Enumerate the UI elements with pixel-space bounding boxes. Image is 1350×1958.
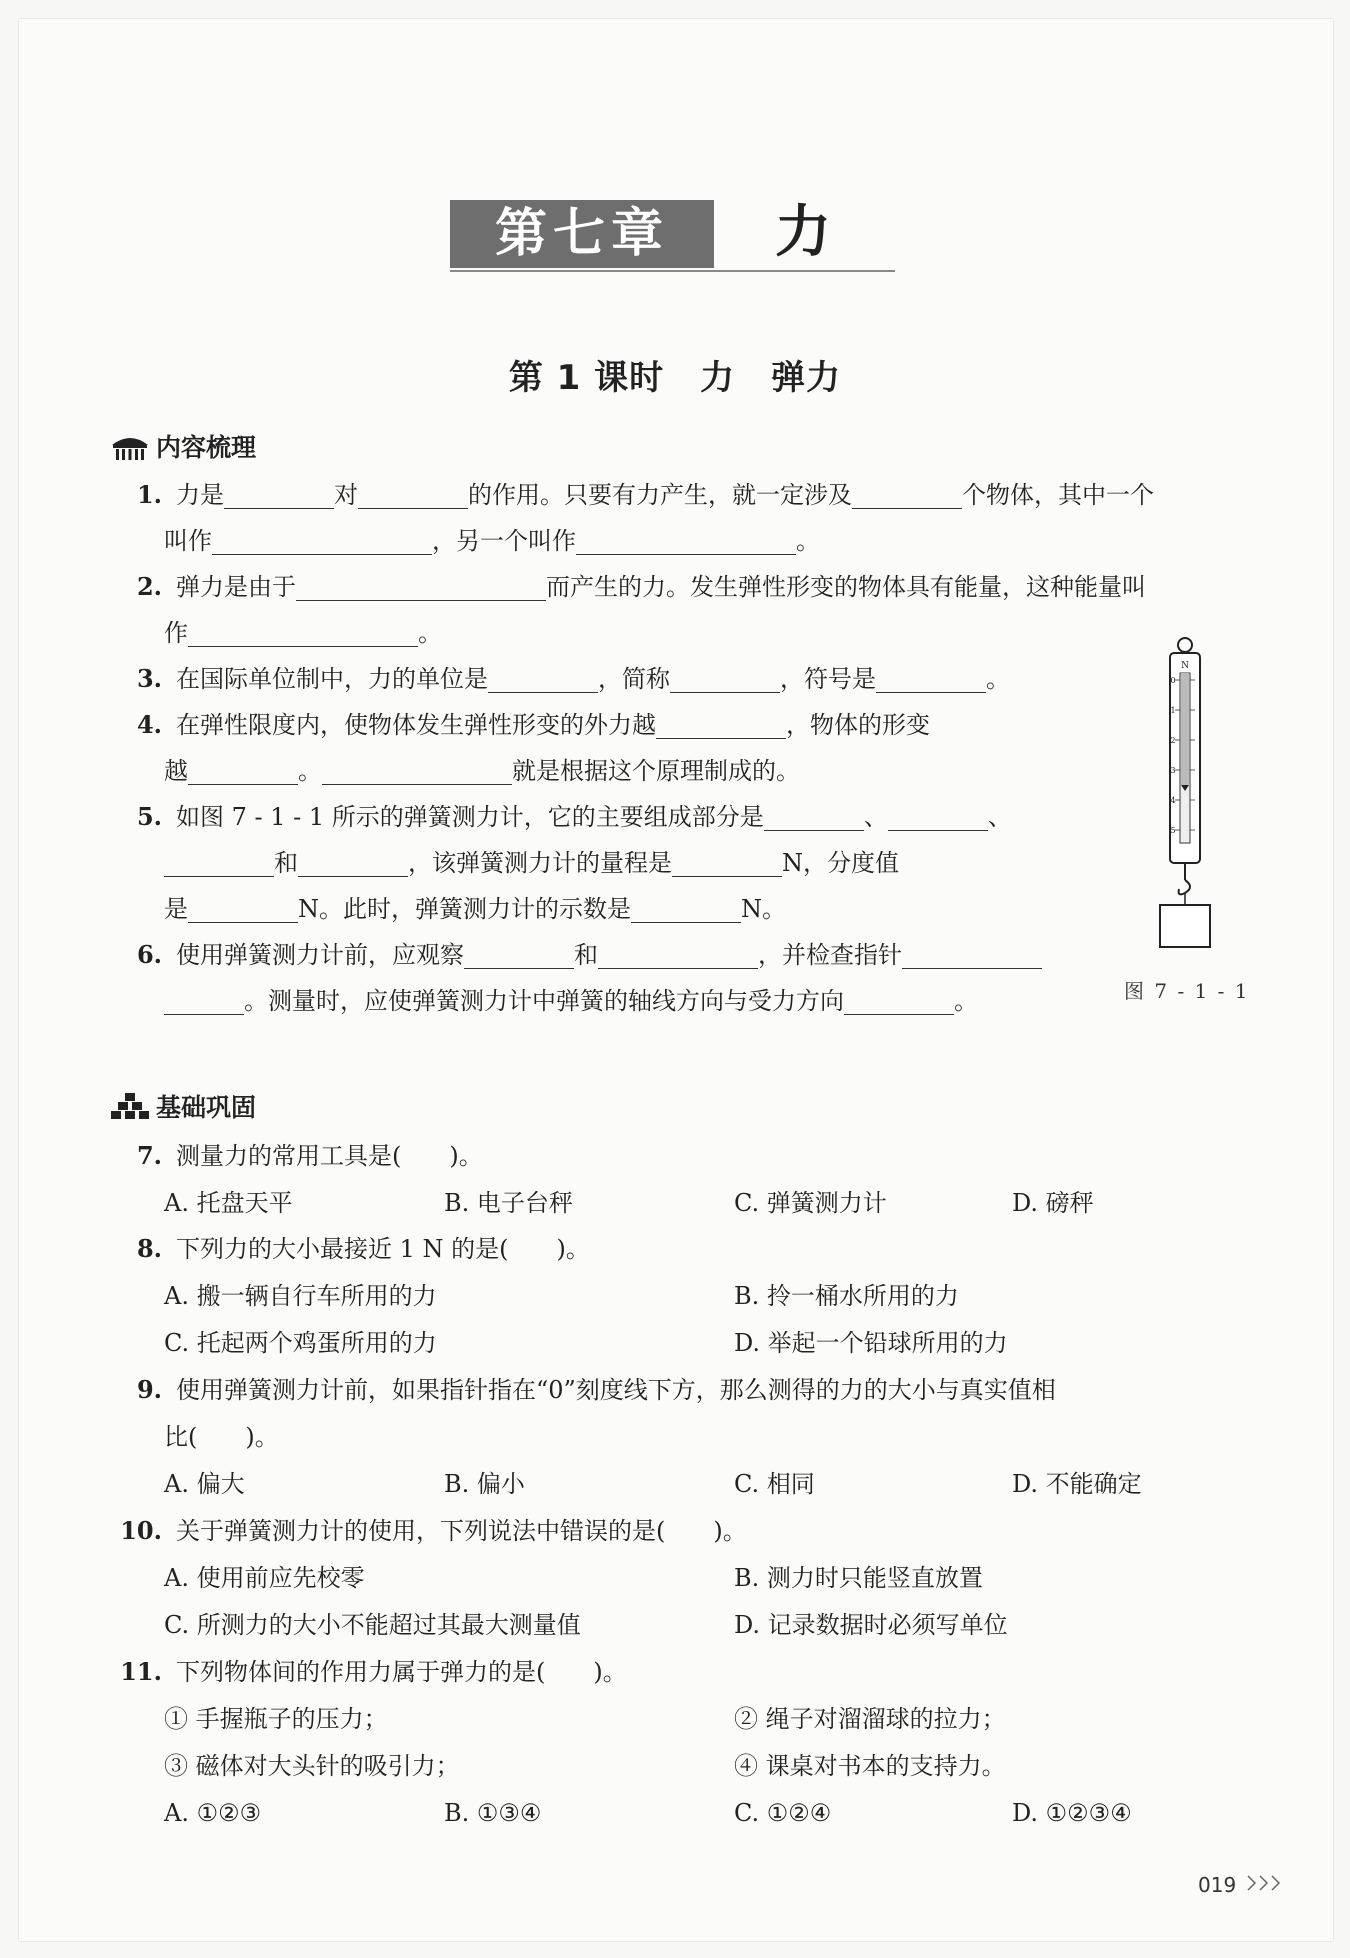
statement-item: ③ 磁体对大头针的吸引力； bbox=[164, 1752, 460, 1780]
lesson-part3: 弹力 bbox=[771, 358, 842, 398]
spring-scale-figure bbox=[1150, 635, 1220, 955]
question-4: 4. 在弹性限度内，使物体发生弹性形变的外力越 ，物体的形变 bbox=[136, 710, 930, 739]
answer-blank[interactable] bbox=[902, 938, 1042, 969]
scale-tick-4: 4 bbox=[1170, 796, 1176, 805]
option-a[interactable]: A. 偏大 bbox=[164, 1470, 245, 1498]
option-c[interactable]: C. 所测力的大小不能超过其最大测量值 bbox=[164, 1611, 581, 1639]
answer-blank[interactable] bbox=[844, 984, 954, 1015]
answer-blank[interactable] bbox=[672, 846, 782, 877]
scale-tick-0: 0 bbox=[1170, 676, 1176, 685]
option-a[interactable]: A. 使用前应先校零 bbox=[164, 1564, 365, 1592]
answer-blank[interactable] bbox=[598, 938, 758, 969]
answer-blank[interactable] bbox=[576, 524, 796, 555]
chapter-label: 第七章 bbox=[450, 200, 714, 268]
option-c[interactable]: C. 托起两个鸡蛋所用的力 bbox=[164, 1329, 437, 1357]
answer-blank[interactable] bbox=[464, 938, 574, 969]
question-6: 6. 使用弹簧测力计前，应观察 和 ，并检查指针 bbox=[110, 932, 1240, 978]
option-d[interactable]: D. 磅秤 bbox=[1012, 1189, 1094, 1217]
lesson-part1: 第 1 课时 bbox=[508, 358, 665, 398]
answer-blank[interactable] bbox=[656, 708, 786, 739]
answer-blank[interactable] bbox=[188, 892, 298, 923]
option-c[interactable]: C. 弹簧测力计 bbox=[734, 1189, 887, 1217]
answer-blank[interactable] bbox=[164, 846, 274, 877]
option-a[interactable]: A. 搬一辆自行车所用的力 bbox=[164, 1282, 437, 1310]
question-7: 7. 测量力的常用工具是( )。 bbox=[136, 1141, 483, 1170]
question-1-cont: 叫作 ，另一个叫作 。 bbox=[164, 518, 820, 564]
option-a[interactable]: A. ①②③ bbox=[164, 1799, 262, 1827]
option-b[interactable]: B. 偏小 bbox=[444, 1470, 525, 1498]
scale-unit-label: N bbox=[1181, 661, 1189, 671]
answer-blank[interactable] bbox=[358, 478, 468, 509]
question-9: 9. 使用弹簧测力计前，如果指针指在“0”刻度线下方，那么测得的力的大小与真实值相 bbox=[136, 1375, 1056, 1404]
answer-blank[interactable] bbox=[852, 478, 962, 509]
answer-blank[interactable] bbox=[188, 754, 298, 785]
question-5-cont1: 和 ，该弹簧测力计的量程是 N，分度值 bbox=[164, 840, 899, 886]
answer-blank[interactable] bbox=[670, 662, 780, 693]
answer-blank[interactable] bbox=[164, 984, 244, 1015]
page-number: 019 bbox=[1198, 1873, 1237, 1897]
figure-caption: 图 7 - 1 - 1 bbox=[1124, 979, 1250, 1003]
question-11: 11. 下列物体间的作用力属于弹力的是( )。 bbox=[120, 1657, 627, 1686]
option-c[interactable]: C. 相同 bbox=[734, 1470, 815, 1498]
chapter-header bbox=[450, 200, 895, 272]
scale-tick-5: 5 bbox=[1170, 826, 1176, 835]
option-d[interactable]: D. 举起一个铅球所用的力 bbox=[734, 1329, 1008, 1357]
option-b[interactable]: B. ①③④ bbox=[444, 1799, 542, 1827]
section-basic-label: 基础巩固 bbox=[156, 1093, 257, 1122]
question-5-cont2: 是 N。此时，弹簧测力计的示数是 N。 bbox=[164, 886, 786, 932]
scale-tick-1: 1 bbox=[1170, 706, 1176, 715]
lesson-part2: 力 bbox=[700, 358, 736, 398]
statement-item: ④ 课桌对书本的支持力。 bbox=[734, 1752, 1006, 1780]
lesson-title bbox=[0, 350, 1350, 399]
option-b[interactable]: B. 拎一桶水所用的力 bbox=[734, 1282, 959, 1310]
question-5: 5. 如图 7 - 1 - 1 所示的弹簧测力计，它的主要组成部分是 、 、 bbox=[136, 802, 1012, 831]
answer-blank[interactable] bbox=[764, 800, 864, 831]
question-6-cont: 。测量时，应使弹簧测力计中弹簧的轴线方向与受力方向 。 bbox=[164, 978, 978, 1024]
answer-blank[interactable] bbox=[888, 800, 988, 831]
answer-blank[interactable] bbox=[296, 570, 546, 601]
question-9-cont: 比( )。 bbox=[164, 1423, 279, 1451]
question-8: 8. 下列力的大小最接近 1 N 的是( )。 bbox=[136, 1234, 590, 1263]
answer-blank[interactable] bbox=[488, 662, 598, 693]
option-d[interactable]: D. 记录数据时必须写单位 bbox=[734, 1611, 1008, 1639]
answer-blank[interactable] bbox=[631, 892, 741, 923]
option-d[interactable]: D. ①②③④ bbox=[1012, 1799, 1132, 1827]
section-content-label: 内容梳理 bbox=[156, 433, 257, 462]
scale-tick-2: 2 bbox=[1170, 736, 1176, 745]
section-basic-heading bbox=[110, 1088, 256, 1124]
option-d[interactable]: D. 不能确定 bbox=[1012, 1470, 1142, 1498]
scale-tick-3: 3 bbox=[1170, 766, 1176, 775]
question-3: 3. 在国际单位制中，力的单位是 ，简称 ，符号是 。 bbox=[136, 664, 1010, 693]
section-content-heading bbox=[110, 428, 256, 464]
answer-blank[interactable] bbox=[224, 478, 334, 509]
chevrons-right-icon bbox=[1245, 1873, 1285, 1893]
question-4-cont: 越 。 就是根据这个原理制成的。 bbox=[164, 748, 800, 794]
option-b[interactable]: B. 测力时只能竖直放置 bbox=[734, 1564, 983, 1592]
option-c[interactable]: C. ①②④ bbox=[734, 1799, 832, 1827]
question-10: 10. 关于弹簧测力计的使用，下列说法中错误的是( )。 bbox=[120, 1516, 747, 1545]
question-2: 2. 弹力是由于 而产生的力。发生弹性形变的物体具有能量，这种能量叫 bbox=[136, 572, 1146, 601]
question-1: 1. 力是 对 的作用。只要有力产生，就一定涉及 个物体，其中一个 bbox=[136, 480, 1154, 509]
option-b[interactable]: B. 电子台秤 bbox=[444, 1189, 573, 1217]
answer-blank[interactable] bbox=[322, 754, 512, 785]
statement-item: ② 绳子对溜溜球的拉力； bbox=[734, 1705, 1006, 1733]
answer-blank[interactable] bbox=[876, 662, 986, 693]
option-a[interactable]: A. 托盘天平 bbox=[164, 1189, 293, 1217]
question-2-cont: 作 。 bbox=[164, 610, 442, 656]
blocks-icon bbox=[110, 1091, 150, 1121]
building-icon bbox=[110, 431, 150, 461]
answer-blank[interactable] bbox=[188, 616, 418, 647]
chapter-title: 力 bbox=[775, 199, 831, 265]
hanging-weight bbox=[1160, 905, 1210, 947]
answer-blank[interactable] bbox=[212, 524, 432, 555]
statement-item: ① 手握瓶子的压力； bbox=[164, 1705, 388, 1733]
answer-blank[interactable] bbox=[298, 846, 408, 877]
